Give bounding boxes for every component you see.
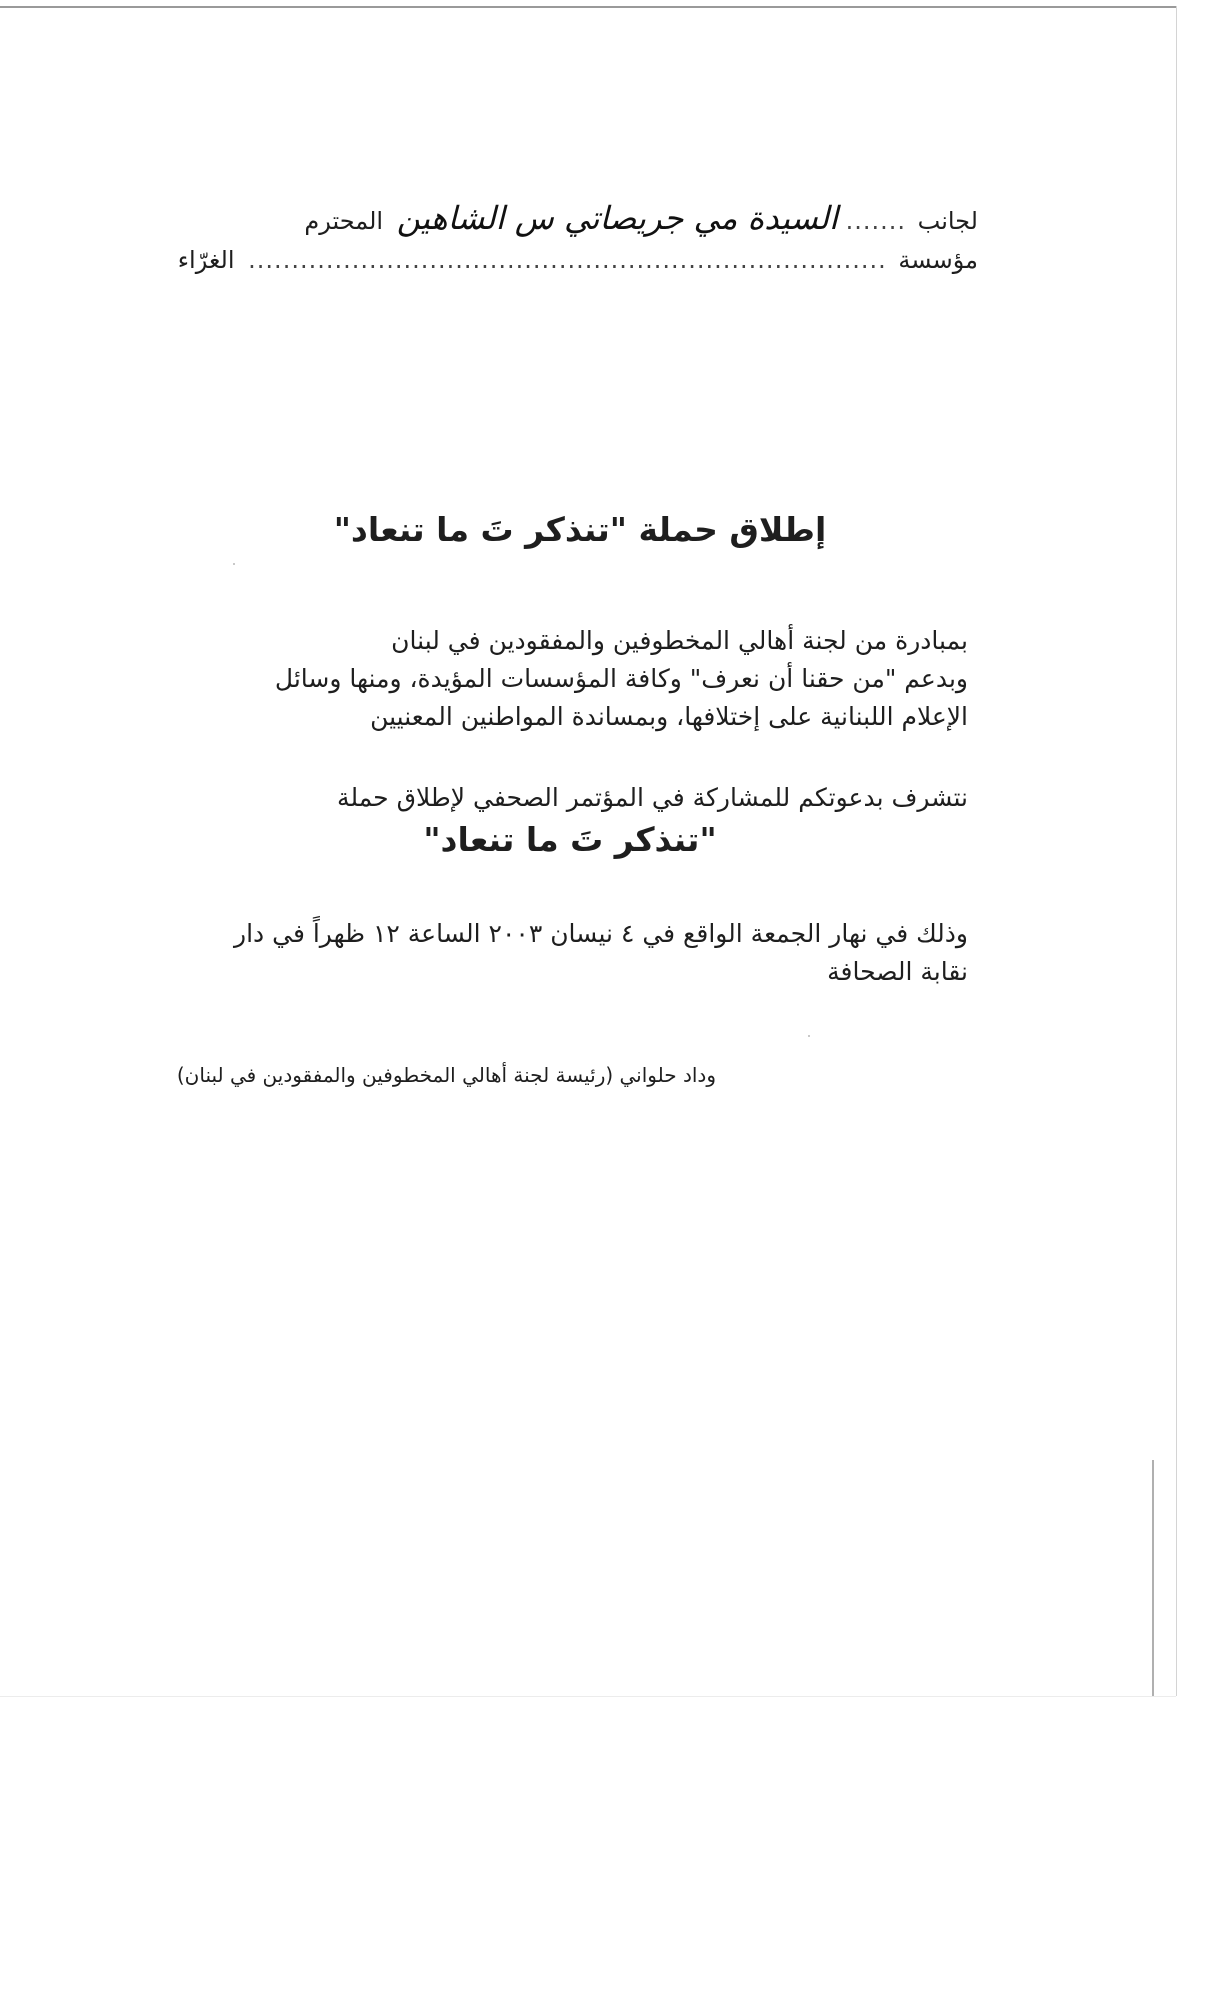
handwritten-recipient-name: السيدة مي جريصاتي س الشاهين [396, 199, 838, 237]
institution-honorific: الغرّاء [177, 246, 235, 274]
invitation-paragraph [208, 779, 968, 817]
intro-paragraph [208, 622, 968, 736]
scan-bottom-edge [0, 1696, 1176, 1697]
invitation-line: نتشرف بدعوتكم للمشاركة في المؤتمر الصحفي لإطلاق حملة [337, 783, 968, 812]
scan-speck [808, 1035, 810, 1037]
signature: وداد حلواني (رئيسة لجنة أهالي المخطوفين والمفقودين في لبنان) [176, 1063, 716, 1087]
recipient-honorific: المحترم [304, 207, 384, 235]
institution-label: مؤسسة [898, 246, 978, 274]
recipient-dots: ....... [845, 207, 906, 235]
event-paragraph [208, 915, 968, 991]
campaign-title: إطلاق حملة "تنذكر تَ ما تنعاد" [333, 510, 827, 549]
institution-dots: .......................................................................... [248, 246, 887, 274]
scan-margin-mark [1152, 1460, 1154, 1696]
institution-line [177, 240, 978, 280]
recipient-label: لجانب [917, 207, 978, 235]
intro-line: وبدعم "من حقنا أن نعرف" وكافة المؤسسات المؤيدة، ومنها وسائل [274, 664, 968, 693]
intro-line: بمبادرة من لجنة أهالي المخطوفين والمفقودين في لبنان [391, 626, 968, 655]
event-line: نقابة الصحافة [827, 957, 968, 986]
intro-line: الإعلام اللبنانية على إختلافها، وبمساندة المواطنين المعنيين [370, 702, 968, 731]
scan-speck [233, 563, 235, 565]
scan-top-edge [0, 6, 1176, 8]
recipient-line [238, 198, 978, 238]
event-line: وذلك في نهار الجمعة الواقع في ٤ نيسان ٢٠٠٣ الساعة ١٢ ظهراً في دار [234, 919, 968, 948]
scan-right-edge [1176, 6, 1177, 1696]
campaign-slogan: "تنذكر تَ ما تنعاد" [423, 820, 717, 859]
